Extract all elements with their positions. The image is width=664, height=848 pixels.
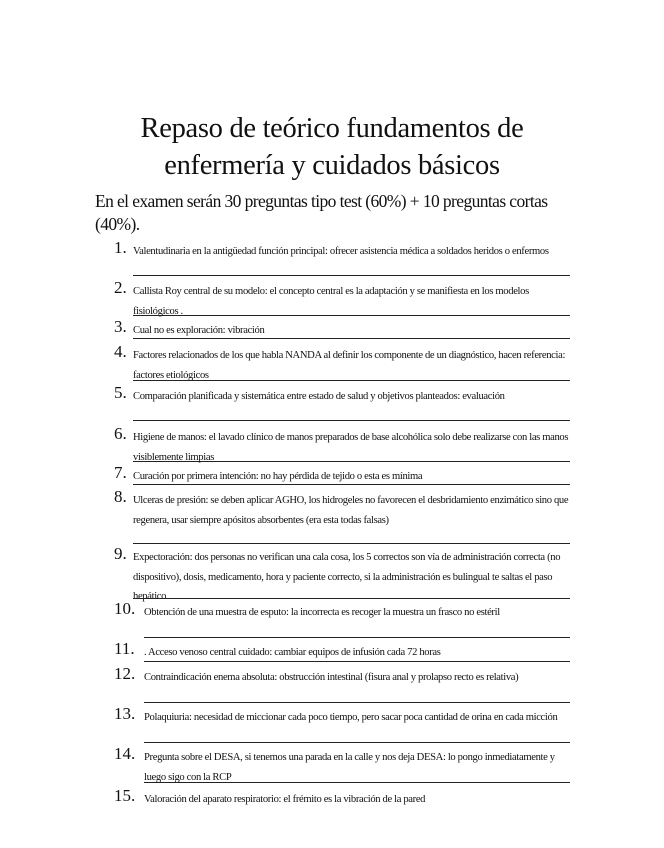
underline	[144, 661, 570, 662]
item-text: . Acceso venoso central cuidado: cambiar equipos de infusión cada 72 horas	[144, 647, 441, 658]
underline	[133, 484, 570, 485]
item-number: 9.	[114, 544, 127, 563]
item-text: Ulceras de presión: se deben aplicar AGHO, los hidrogeles no favorecen el desbridamiento enzimático sino que regenera, usar siempre apósitos absorbentes (era esta todas falsas)	[133, 495, 569, 526]
item-number: 1.	[114, 238, 127, 257]
item-text: Curación por primera intención: no hay pérdida de tejido o esta es mínima	[133, 471, 423, 482]
item-text: Polaquiuria: necesidad de miccionar cada poco tiempo, pero sacar poca cantidad de orina en cada micción	[144, 712, 558, 723]
item-number: 12.	[114, 664, 136, 683]
item-number: 15.	[114, 786, 136, 805]
item-text: Cual no es exploración: vibración	[133, 325, 265, 336]
underline	[133, 598, 570, 599]
item-number: 13.	[114, 704, 136, 723]
item-number: 14.	[114, 744, 136, 763]
underline	[133, 315, 570, 316]
item-text: Valentudinaria en la antigüedad función principal: ofrecer asistencia médica a soldados heridos o enfermos	[133, 246, 549, 257]
item-number: 4.	[114, 342, 127, 361]
item-text: Factores relacionados de los que habla NANDA al definir los componente de un diagnóstico, hacen referencia: factores etiológicos	[133, 350, 566, 381]
item-number: 11.	[114, 639, 135, 658]
item-text: Contraindicación enema absoluta: obstrucción intestinal (fisura anal y prolapso recto es relativa)	[144, 672, 519, 683]
item-number: 10.	[114, 599, 136, 618]
item-text: Valoración del aparato respiratorio: el frémito es la vibración de la pared	[144, 794, 426, 805]
item-number: 7.	[114, 463, 127, 482]
underline	[144, 637, 570, 638]
title-line-2: enfermería y cuidados básicos	[164, 150, 500, 181]
item-number: 5.	[114, 383, 127, 402]
item-number: 2.	[114, 278, 127, 297]
item-number: 6.	[114, 424, 127, 443]
item-text: Expectoración: dos personas no verifican una cala cosa, los 5 correctos son vía de administración correcta (no dispositivo), dosis, medicamento, hora y paciente correcto, si la administración es bulingual te saltas el paso hepático	[133, 552, 561, 602]
intro-paragraph: En el examen serán 30 preguntas tipo test (60%) + 10 preguntas cortas (40%).	[95, 191, 548, 234]
underline	[144, 742, 570, 743]
underline	[133, 461, 570, 462]
underline	[144, 782, 570, 783]
item-number: 3.	[114, 317, 127, 336]
underline	[144, 702, 570, 703]
item-text: Pregunta sobre el DESA, si tenemos una parada en la calle y nos deja DESA: lo pongo inmediatamente y luego sigo con la RCP	[144, 752, 555, 783]
item-text: Comparación planificada y sistemática entre estado de salud y objetivos planteados: evaluación	[133, 391, 505, 402]
item-text: Obtención de una muestra de esputo: la incorrecta es recoger la muestra un frasco no estéril	[144, 607, 500, 618]
title-line-1: Repaso de teórico fundamentos de	[140, 113, 524, 144]
item-number: 8.	[114, 487, 127, 506]
underline	[133, 543, 570, 544]
item-text: Callista Roy central de su modelo: el concepto central es la adaptación y se manifiesta en los modelos fisiológicos .	[133, 286, 529, 317]
underline	[133, 338, 570, 339]
underline	[133, 275, 570, 276]
item-text: Higiene de manos: el lavado clínico de manos preparados de base alcohólica solo debe realizarse con las manos visiblemente limpias	[133, 432, 569, 463]
underline	[133, 380, 570, 381]
underline	[133, 420, 570, 421]
